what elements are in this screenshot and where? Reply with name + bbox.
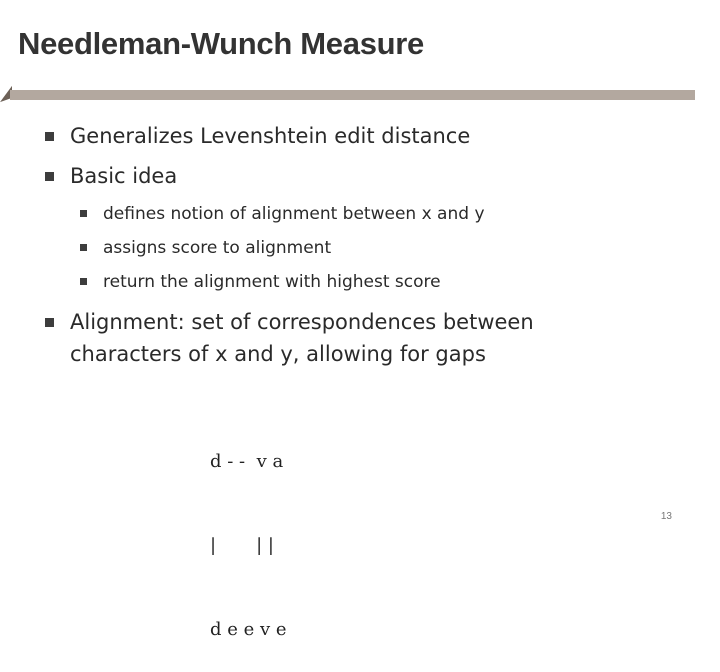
bullet-marker-icon: [45, 132, 54, 141]
sub-bullet-marker-icon: [80, 244, 87, 251]
sub-bullet-item: assigns score to alignment: [103, 238, 332, 258]
alignment-match-bars: | | |: [210, 535, 274, 556]
bullet-item-continuation: characters of x and y, allowing for gaps: [70, 342, 486, 366]
bullet-item: Alignment: set of correspondences between: [70, 310, 534, 334]
page-number: 13: [660, 511, 672, 522]
sub-bullet-item: return the alignment with highest score: [103, 272, 441, 292]
sub-bullet-marker-icon: [80, 278, 87, 285]
alignment-bottom-string: d e e v e: [210, 619, 287, 640]
alignment-top-string: d - - v a: [210, 451, 284, 472]
bullet-marker-icon: [45, 318, 54, 327]
slide-title: Needleman-Wunch Measure: [18, 26, 424, 61]
sub-bullet-marker-icon: [80, 210, 87, 217]
bullet-item: Generalizes Levenshtein edit distance: [70, 124, 471, 148]
bullet-marker-icon: [45, 172, 54, 181]
bullet-item: Basic idea: [70, 164, 178, 188]
sub-bullet-item: defines notion of alignment between x and y: [103, 204, 485, 224]
alignment-example: [210, 392, 287, 672]
